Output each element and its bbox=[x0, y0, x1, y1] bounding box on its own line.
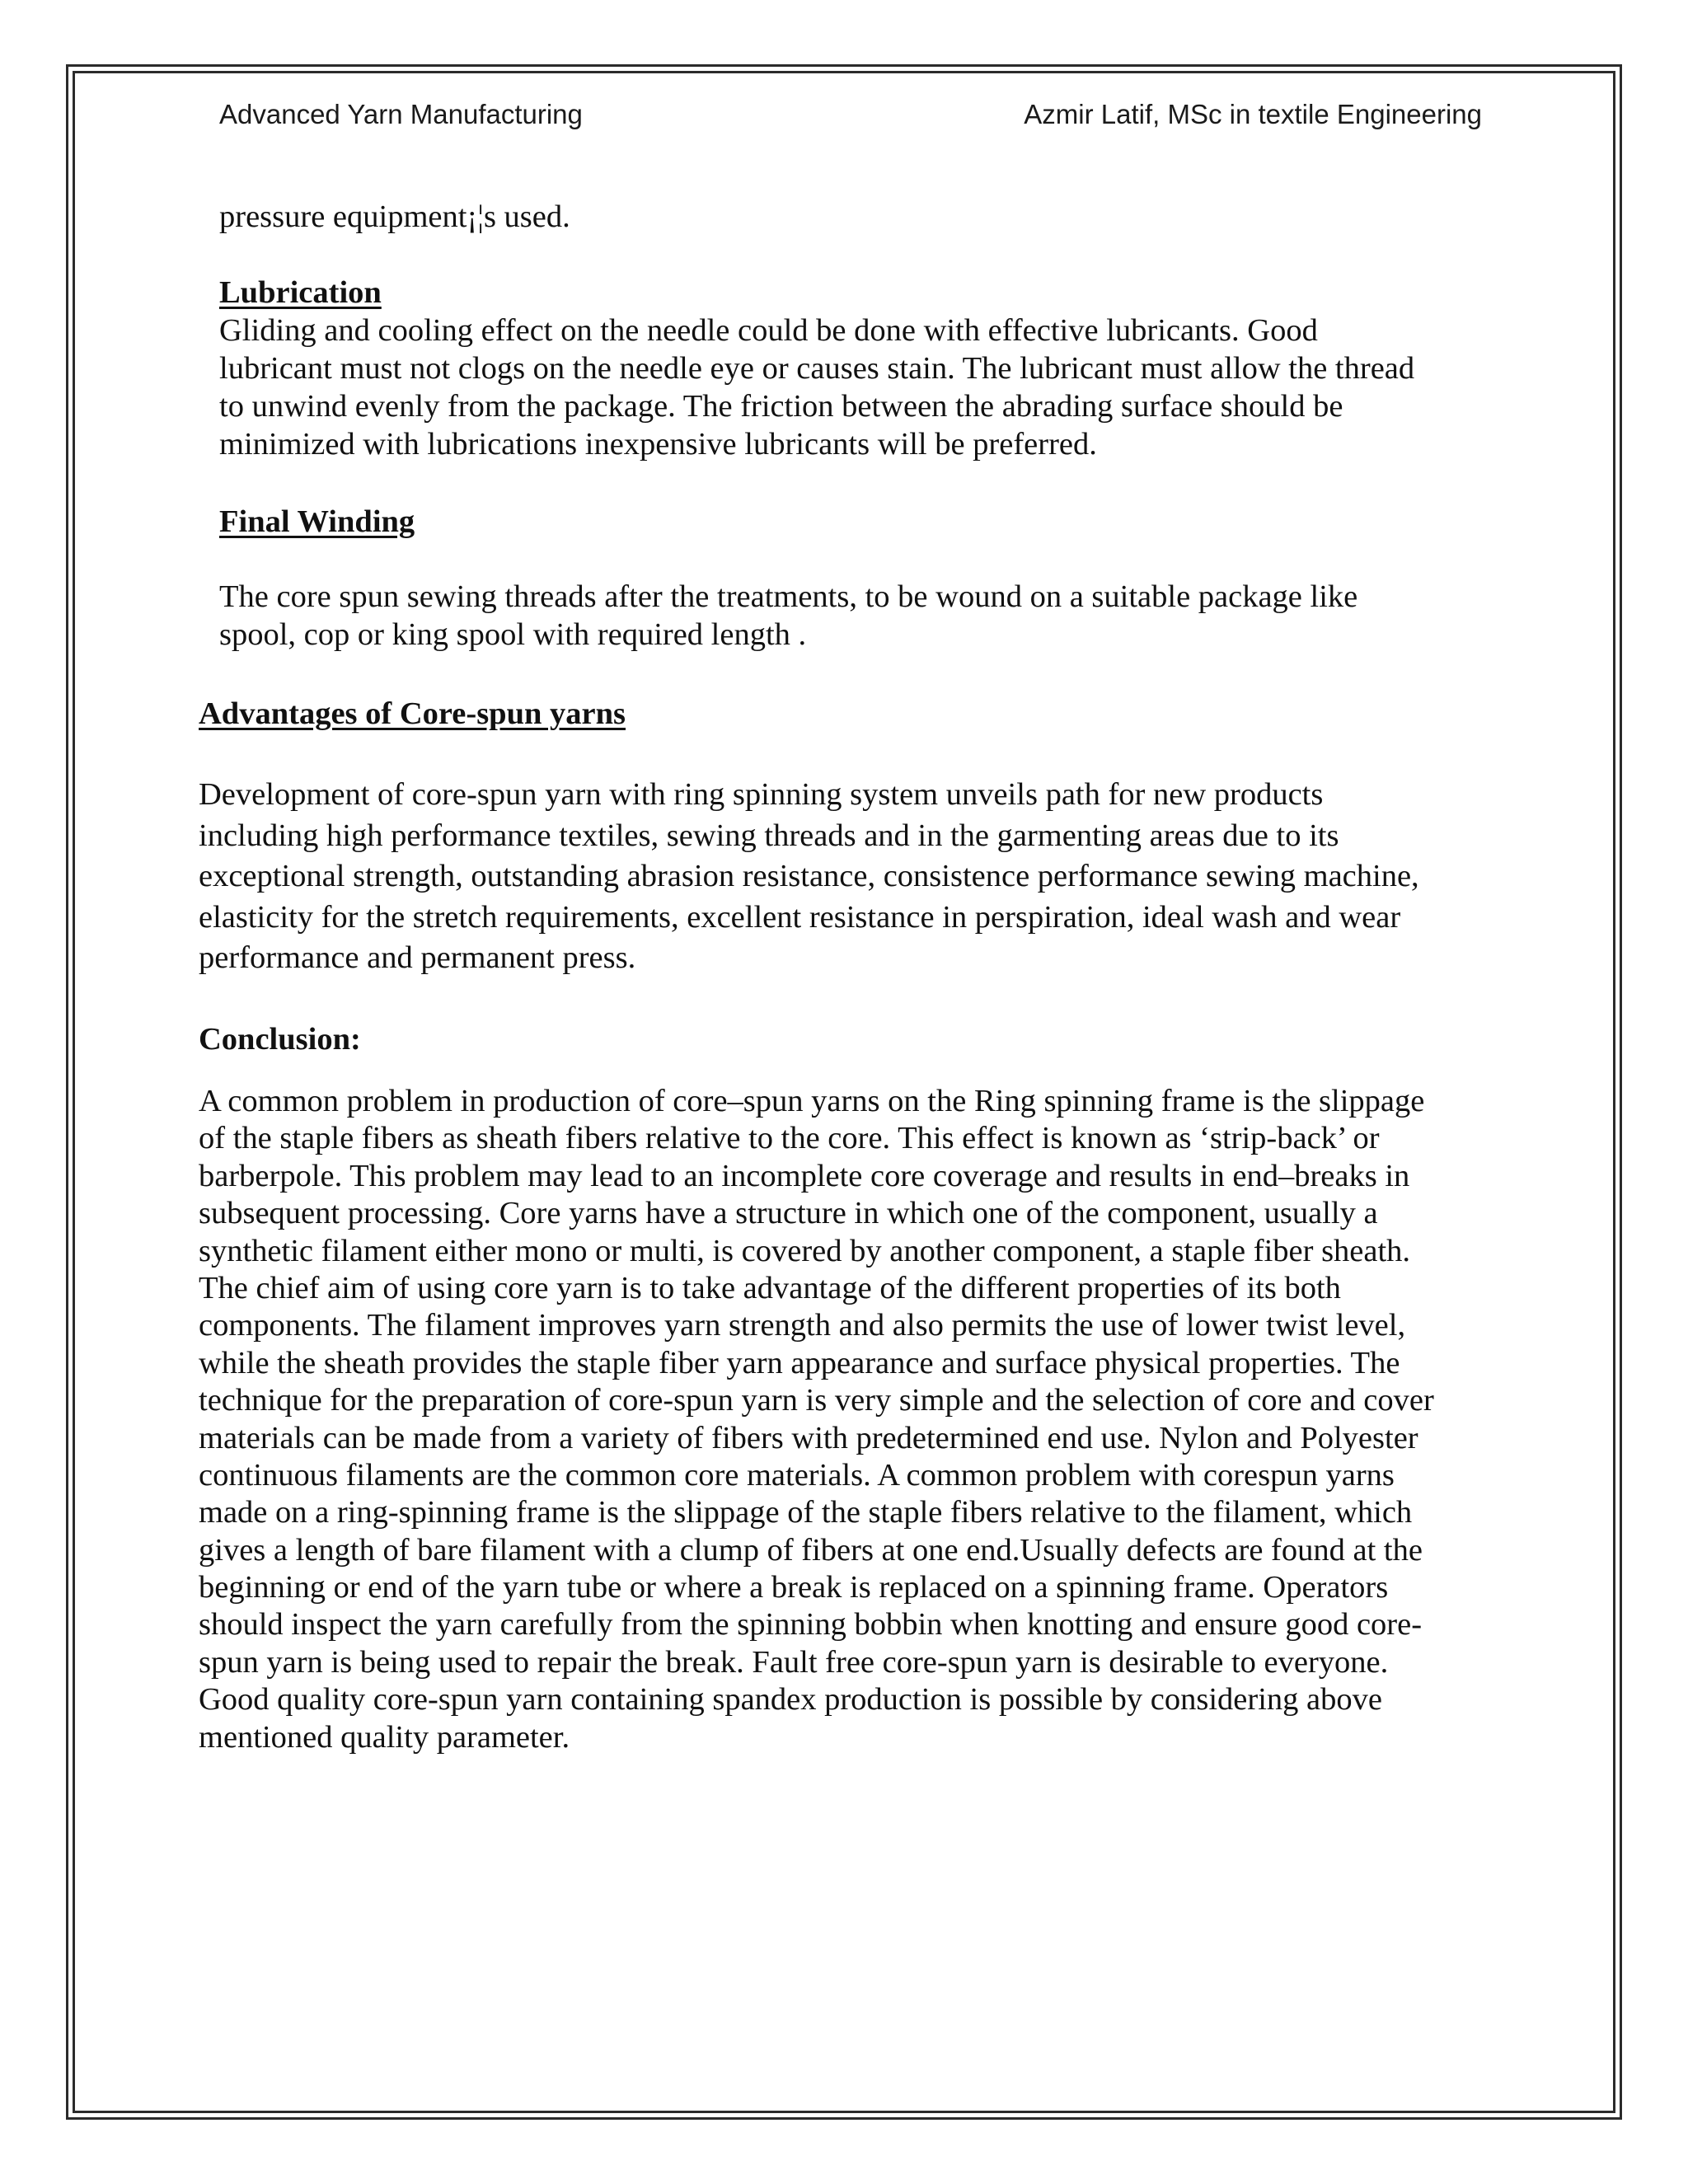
conclusion-heading: Conclusion: bbox=[199, 1022, 361, 1057]
paragraph-line: made on a ring-spinning frame is the slippage of the staple fibers relative to the filament, which bbox=[199, 1495, 1413, 1530]
paragraph-line: lubricant must not clogs on the needle eye or causes stain. The lubricant must allow the thread bbox=[219, 351, 1415, 386]
paragraph-line: while the sheath provides the staple fiber yarn appearance and surface physical properties. The bbox=[199, 1345, 1400, 1380]
paragraph-line: minimized with lubrications inexpensive lubricants will be preferred. bbox=[219, 427, 1097, 462]
continuation-text: pressure equipment¡¦s used. bbox=[219, 199, 570, 234]
paragraph-line: The core spun sewing threads after the treatments, to be wound on a suitable package like bbox=[219, 579, 1358, 614]
final-winding-heading: Final Winding bbox=[219, 504, 415, 539]
advantages-paragraph bbox=[199, 775, 1419, 979]
paragraph-line: continuous filaments are the common core materials. A common problem with corespun yarns bbox=[199, 1457, 1395, 1493]
paragraph-line: spool, cop or king spool with required length . bbox=[219, 617, 807, 652]
paragraph-line: elasticity for the stretch requirements, excellent resistance in perspiration, ideal wash and wear bbox=[199, 899, 1401, 935]
paragraph-line: mentioned quality parameter. bbox=[199, 1719, 570, 1755]
lubrication-paragraph bbox=[219, 312, 1414, 463]
final-winding-paragraph bbox=[219, 578, 1357, 654]
lubrication-heading: Lubrication bbox=[219, 275, 382, 310]
advantages-heading: Advantages of Core-spun yarns bbox=[199, 696, 626, 731]
paragraph-line: beginning or end of the yarn tube or where a break is replaced on a spinning frame. Operators bbox=[199, 1570, 1389, 1605]
paragraph-line: The chief aim of using core yarn is to take advantage of the different properties of its both bbox=[199, 1270, 1341, 1305]
paragraph-line: synthetic filament either mono or multi, is covered by another component, a staple fiber sheath. bbox=[199, 1233, 1411, 1268]
paragraph-line: to unwind evenly from the package. The friction between the abrading surface should be bbox=[219, 389, 1343, 424]
paragraph-line: components. The filament improves yarn strength and also permits the use of lower twist level, bbox=[199, 1308, 1406, 1343]
paragraph-line: performance and permanent press. bbox=[199, 940, 636, 975]
paragraph-line: materials can be made from a variety of fibers with predetermined end use. Nylon and Polyester bbox=[199, 1420, 1418, 1455]
paragraph-line: should inspect the yarn carefully from the spinning bobbin when knotting and ensure good core- bbox=[199, 1607, 1423, 1643]
conclusion-paragraph bbox=[199, 1083, 1434, 1756]
paragraph-line: Development of core-spun yarn with ring spinning system unveils path for new products bbox=[199, 777, 1324, 812]
paragraph-line: subsequent processing. Core yarns have a structure in which one of the component, usually a bbox=[199, 1196, 1378, 1231]
running-header bbox=[219, 99, 1482, 135]
header-author: Azmir Latif, MSc in textile Engineering bbox=[1024, 99, 1482, 129]
paragraph-line: Good quality core-spun yarn containing spandex production is possible by considering above bbox=[199, 1682, 1382, 1718]
paragraph-line: A common problem in production of core–spun yarns on the Ring spinning frame is the slippage bbox=[199, 1084, 1425, 1118]
paragraph-line: spun yarn is being used to repair the break. Fault free core-spun yarn is desirable to everyone. bbox=[199, 1644, 1389, 1680]
paragraph-line: including high performance textiles, sewing threads and in the garmenting areas due to its bbox=[199, 818, 1339, 853]
paragraph-line: gives a length of bare filament with a clump of fibers at one end.Usually defects are found at the bbox=[199, 1532, 1423, 1568]
paragraph-line: Gliding and cooling effect on the needle could be done with effective lubricants. Good bbox=[219, 313, 1318, 348]
paragraph-line: of the staple fibers as sheath fibers relative to the core. This effect is known as ‘strip-back’ or bbox=[199, 1121, 1380, 1156]
paragraph-line: technique for the preparation of core-spun yarn is very simple and the selection of core and cover bbox=[199, 1383, 1434, 1418]
paragraph-line: exceptional strength, outstanding abrasion resistance, consistence performance sewing machine, bbox=[199, 859, 1419, 893]
paragraph-line: barberpole. This problem may lead to an incomplete core coverage and results in end–breaks in bbox=[199, 1158, 1410, 1193]
header-course-title: Advanced Yarn Manufacturing bbox=[219, 99, 583, 129]
